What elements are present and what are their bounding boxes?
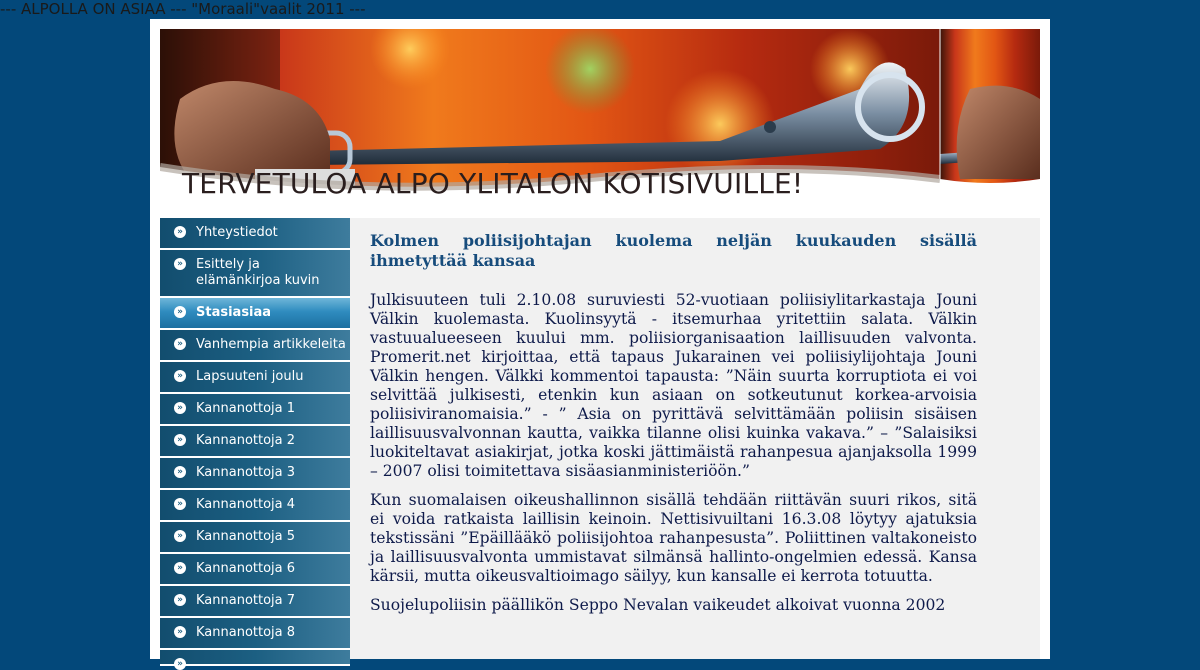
sidebar-item-label: Stasiasiaa [196, 305, 272, 320]
double-chevron-right-icon: » [174, 594, 186, 606]
sidebar-item[interactable] [160, 362, 350, 394]
sidebar-item-label: Vanhempia artikkeleita [196, 337, 346, 352]
double-chevron-right-icon: » [174, 338, 186, 350]
sidebar-item-label: Kannanottoja 1 [196, 401, 296, 416]
sidebar-item[interactable] [160, 330, 350, 362]
sidebar-item-label: Yhteystiedot [196, 225, 278, 240]
sidebar-item[interactable] [160, 650, 350, 669]
article-paragraph: Julkisuuteen tuli 2.10.08 suruviesti 52-vuotiaan poliisiylitarkastaja Jouni Välkin kuolemasta. Kuolinsyytä - itsemurhaa yritettiin salata. Välkin vastuualueeseen kuului mm. poliisiorganisaation laillisuuden valvonta. Promerit.net kirjoittaa, että tapaus Jukarainen vei poliisiylijohtaja Jouni Välkin hengen. Välkki kommentoi tapausta: ”Näin suurta korruptiota ei voi selvittää julkisesti, etenkin kun asiaan on sotkeutunut korkea-arvoisia poliisiviranomaisia.” - ” Asia on pyrittävä selvittämään poliisin sisäisen laillisuusvalvonnan kautta, vaikka tilanne olisi kuinka vakava.” – ”Salaisiksi luokiteltavat asiakirjat, jotka koski jättimäistä rahanpesua ajanjaksolla 1999 – 2007 olisi toimitettava sisäasianministeriöön.” [370, 291, 977, 480]
article [370, 231, 977, 625]
double-chevron-right-icon: » [174, 530, 186, 542]
double-chevron-right-icon: » [174, 626, 186, 638]
sidebar-item[interactable] [160, 618, 350, 650]
sidebar-item[interactable] [160, 250, 350, 298]
marquee-banner-text: --- ALPOLLA ON ASIAA --- "Moraali"vaalit 2011 --- [0, 0, 366, 18]
sidebar-item-label: Lapsuuteni joulu [196, 369, 304, 384]
sidebar-item-label: Kannanottoja 8 [196, 625, 296, 640]
sidebar-item[interactable] [160, 298, 350, 330]
sidebar-item[interactable] [160, 522, 350, 554]
page-container [150, 19, 1050, 669]
sidebar-item-label: Esittely ja elämänkirjoa kuvin [196, 257, 320, 288]
sidebar-item-label: Kannanottoja 7 [196, 593, 296, 608]
sidebar-item[interactable] [160, 490, 350, 522]
sidebar-nav [160, 218, 350, 669]
article-paragraph: Kun suomalaisen oikeushallinnon sisällä tehdään riittävän suuri rikos, sitä ei voida ratkaista laillisin keinoin. Nettisivuiltani 16.3.08 löytyy ajatuksia tekstissäni ”Epäillääkö poliisijohtoa rahanpesusta”. Poliittinen valtakoneisto ja laillisuusvalvonta ummistavat silmänsä hallinto-ongelmien edessä. Kansa kärsii, mutta oikeusvaltioimago säilyy, kun kansalle ei kerrota totuutta. [370, 491, 977, 585]
sidebar-item[interactable] [160, 218, 350, 250]
double-chevron-right-icon: » [174, 498, 186, 510]
sidebar-item-label: Kannanottoja 5 [196, 529, 296, 544]
double-chevron-right-icon: » [174, 370, 186, 382]
sidebar-item[interactable] [160, 426, 350, 458]
double-chevron-right-icon: » [174, 306, 186, 318]
sidebar-item[interactable] [160, 394, 350, 426]
sidebar-item-label: Kannanottoja 2 [196, 433, 296, 448]
sidebar-item-label: Kannanottoja 6 [196, 561, 296, 576]
article-paragraph: Suojelupoliisin päällikön Seppo Nevalan vaikeudet alkoivat vuonna 2002 [370, 596, 946, 614]
header-banner [160, 29, 1040, 213]
double-chevron-right-icon: » [174, 226, 186, 238]
double-chevron-right-icon: » [174, 466, 186, 478]
double-chevron-right-icon: » [174, 658, 186, 670]
article-headline: Kolmen poliisijohtajan kuolema neljän kuukauden sisällä ihmetyttää kansaa [370, 231, 977, 270]
sidebar-item-label: Kannanottoja 4 [196, 497, 296, 512]
sidebar-item[interactable] [160, 458, 350, 490]
main-content [350, 218, 1040, 659]
double-chevron-right-icon: » [174, 562, 186, 574]
sidebar-item[interactable] [160, 586, 350, 618]
sidebar-item-label: Kannanottoja 3 [196, 465, 296, 480]
double-chevron-right-icon: » [174, 434, 186, 446]
double-chevron-right-icon: » [174, 402, 186, 414]
site-title: TERVETULOA ALPO YLITALON KOTISIVUILLE! [182, 167, 804, 200]
double-chevron-right-icon: » [174, 258, 186, 270]
sidebar-item[interactable] [160, 554, 350, 586]
